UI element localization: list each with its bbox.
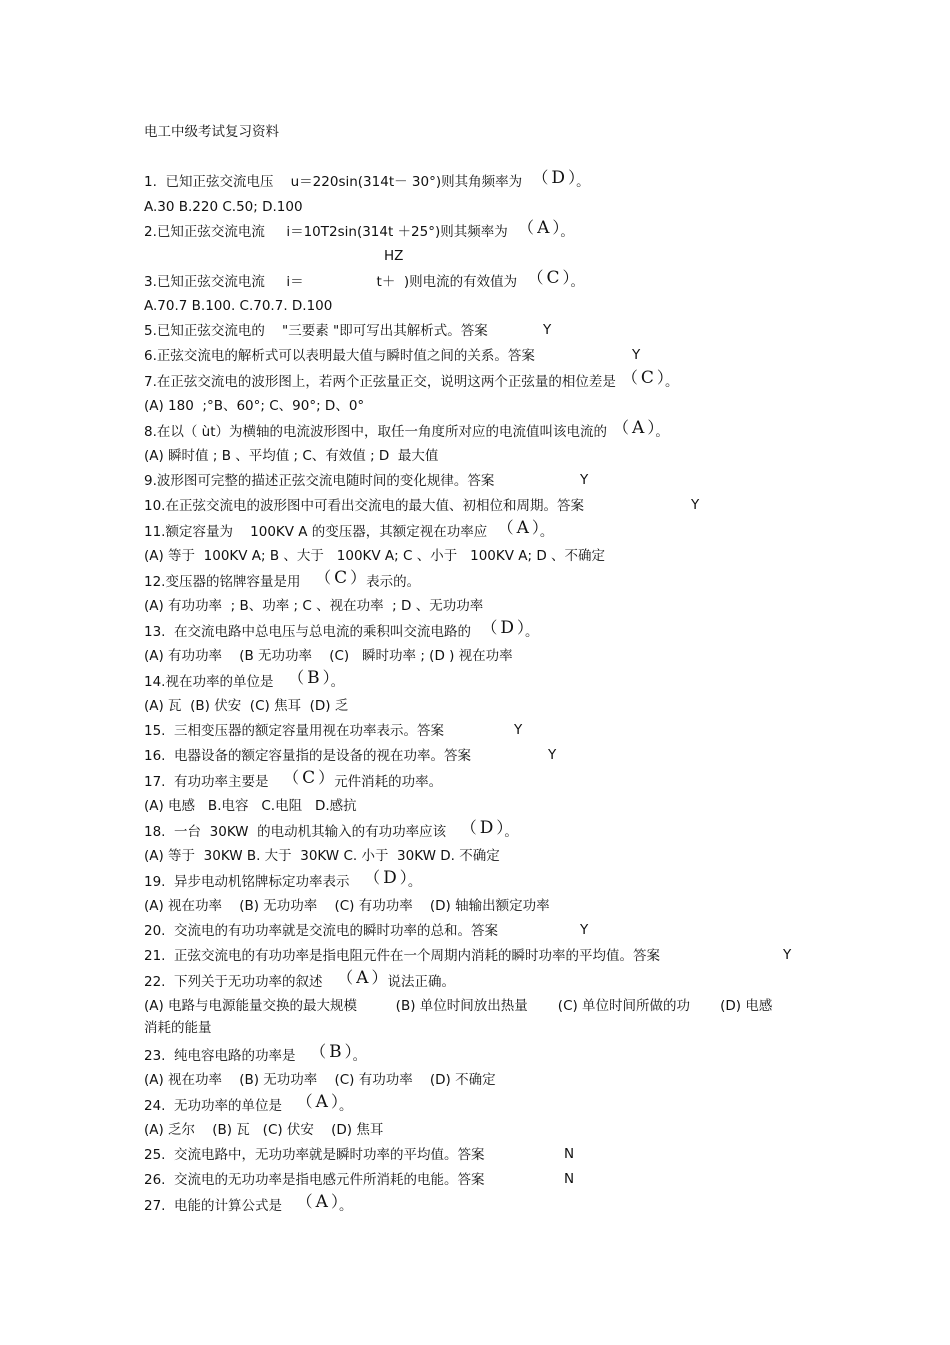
open-paren: （ [296,1194,313,1211]
line-suffix: 说法正确。 [387,974,455,990]
close-paren: ） [552,220,561,237]
close-paren: ） [371,970,388,987]
question-line [144,722,444,740]
question-line [144,497,584,515]
line-text: 12.变压器的铭牌容量是用 [144,574,310,590]
line-text: 14.视在功率的单位是 [144,674,283,690]
answer-letter: A [632,418,645,438]
question-line [144,1171,485,1189]
question-line [144,1146,485,1164]
line-text: (A) 有功功率 ; B、功率 ; C 、视在功率 ; D 、无功功率 [144,598,484,614]
close-paren: ） [562,270,571,287]
line-text: 23. 纯电容电路的功率是 [144,1048,305,1064]
line-text: 11.额定容量为 100KV A 的变压器，其额定视在功率应 [144,524,492,540]
line-text: 22. 下列关于无功功率的叙述 [144,974,332,990]
true-false-answer: Y [691,497,700,513]
line-text: 10.在正弦交流电的波形图中可看出交流电的最大值、初相位和周期。答案 [144,498,584,514]
question-line [144,618,539,641]
line-text: (A) 电路与电源能量交换的最大规模 (B) 单位时间放出热量 (C) 单位时间所做的功 (D) 电感 [144,998,773,1014]
line-suffix: 。 [407,874,422,890]
question-line [144,297,332,315]
true-false-answer: Y [632,347,641,363]
question-line [144,397,364,415]
line-suffix: 元件消耗的功率。 [334,774,443,790]
question-line [144,897,550,915]
answer-bracket [532,168,577,190]
question-line [144,922,498,940]
line-text: 13. 在交流电路中总电压与总电流的乘积叫交流电路的 [144,624,476,640]
answer-bracket [337,968,388,990]
question-line [144,818,518,841]
line-text: (A) 视在功率 (B) 无功功率 (C) 有功功率 (D) 不确定 [144,1072,496,1088]
answer-bracket [518,218,561,240]
answer-letter: C [334,568,348,588]
line-text: 20. 交流电的有功功率就是交流电的瞬时功率的总和。答案 [144,923,499,939]
question-line [144,668,345,691]
question-line [144,1121,383,1139]
question-line [144,1192,353,1215]
question-line [144,797,357,815]
line-suffix: 。 [352,1048,367,1064]
answer-bracket [364,868,408,890]
line-suffix: 。 [504,824,518,840]
document-title: 电工中级考试复习资料 [144,124,279,140]
question-line [144,1019,212,1037]
line-suffix: 。 [338,1198,353,1214]
line-text: 5.已知正弦交流电的 "三要素 "即可写出其解析式。答案 [144,323,488,339]
question-line [144,168,590,191]
question-line [144,347,535,365]
answer-letter: A [315,1192,328,1212]
answer-letter: A [516,518,529,538]
close-paren: ） [517,620,526,637]
open-paren: （ [527,270,544,287]
question-line [144,1092,353,1115]
open-paren: （ [364,870,381,887]
line-text: 8.在以（ ùt）为横轴的电流波形图中，取任一角度所对应的电流值叫该电流的 [144,424,608,440]
answer-letter: D [383,868,397,888]
close-paren: ） [318,770,335,787]
open-paren: （ [283,770,300,787]
answer-bracket [613,418,656,440]
question-line [144,768,443,791]
answer-letter: C [640,368,654,388]
question-line [144,868,422,891]
line-suffix: 。 [664,374,679,390]
answer-letter: A [315,1092,328,1112]
question-line [144,568,421,591]
answer-bracket [460,818,505,840]
open-paren: （ [532,170,549,187]
line-suffix: 。 [576,174,590,190]
line-text: (A) 乏尔 (B) 瓦 (C) 伏安 (D) 焦耳 [144,1122,384,1138]
answer-bracket [283,768,335,790]
line-suffix: 。 [655,424,669,440]
close-paren: ） [344,1044,353,1061]
answer-bracket [621,368,665,390]
close-paren: ） [322,670,331,687]
answer-letter: B [307,668,320,688]
answer-bracket [497,518,540,540]
true-false-answer: Y [514,722,523,738]
true-false-answer: Y [783,947,792,963]
question-line [144,198,303,216]
question-line [144,218,574,241]
open-paren: （ [613,420,630,437]
open-paren: （ [337,970,354,987]
true-false-answer: Y [580,922,589,938]
line-text: (A) 电感 B.电容 C.电阻 D.感抗 [144,798,357,814]
answer-bracket [296,1192,339,1214]
line-suffix: 。 [560,224,574,240]
line-text: A.70.7 B.100. C.70.7. D.100 [144,298,333,314]
line-text: (A) 等于 30KW B. 大于 30KW C. 小于 30KW D. 不确定 [144,848,500,864]
line-text: 15. 三相变压器的额定容量用视在功率表示。答案 [144,723,445,739]
line-suffix: 表示的。 [366,574,421,590]
answer-bracket [310,1042,353,1064]
close-paren: ） [399,870,408,887]
close-paren: ） [330,1194,339,1211]
line-text: 1. 已知正弦交流电压 u＝220sin(314t－ 30°)则其角频率为 [144,174,527,190]
question-line [144,447,438,465]
answer-letter: A [356,968,369,988]
question-line [384,247,403,265]
answer-letter: D [479,818,494,838]
answer-letter: B [329,1042,342,1062]
line-text: 24. 无功功率的单位是 [144,1098,291,1114]
answer-bracket [296,1092,339,1114]
answer-letter: C [546,268,560,288]
question-line [144,997,772,1015]
true-false-answer: Y [543,322,552,338]
line-suffix: 。 [330,674,345,690]
question-line [144,368,679,391]
line-text: 18. 一台 30KW 的电动机其输入的有功功率应该 [144,824,455,840]
line-text: 19. 异步电动机铭牌标定功率表示 [144,874,359,890]
open-paren: （ [481,620,498,637]
answer-bracket [315,568,367,590]
question-line [144,647,513,665]
question-line [144,518,554,541]
open-paren: （ [310,1044,327,1061]
close-paren: ） [656,370,665,387]
true-false-answer: N [564,1171,575,1187]
question-line [144,1042,367,1065]
question-line [144,268,585,291]
line-text: (A) 视在功率 (B) 无功功率 (C) 有功功率 (D) 轴输出额定功率 [144,898,550,914]
line-suffix: 。 [539,524,554,540]
open-paren: （ [288,670,305,687]
line-text: 9.波形图可完整的描述正弦交流电随时间的变化规律。答案 [144,473,495,489]
line-text: 26. 交流电的无功功率是指电感元件所消耗的电能。答案 [144,1172,485,1188]
line-text: 2.已知正弦交流电流 i＝10T2sin(314t ＋25°)则其频率为 [144,224,513,240]
open-paren: （ [621,370,638,387]
line-text: (A) 瓦 (B) 伏安 (C) 焦耳 (D) 乏 [144,698,349,714]
open-paren: （ [315,570,332,587]
line-text: 27. 电能的计算公式是 [144,1198,291,1214]
question-line [144,747,471,765]
line-text: A.30 B.220 C.50; D.100 [144,199,303,215]
line-text: 25. 交流电路中，无功功率就是瞬时功率的平均值。答案 [144,1147,485,1163]
true-false-answer: Y [548,747,557,763]
line-suffix: 。 [570,274,585,290]
line-suffix: 。 [525,624,539,640]
line-text: (A) 180 ;°B、60°; C、90°; D、0° [144,398,365,414]
close-paren: ） [350,570,367,587]
question-line [144,322,488,340]
line-text: 消耗的能量 [144,1020,212,1036]
open-paren: （ [460,820,477,837]
close-paren: ） [531,520,540,537]
question-line [144,947,660,965]
close-paren: ） [330,1094,339,1111]
line-suffix: 。 [338,1098,353,1114]
open-paren: （ [518,220,535,237]
line-text: HZ [384,248,404,264]
true-false-answer: Y [580,472,589,488]
question-line [144,472,494,490]
line-text: 21. 正弦交流电的有功功率是指电阻元件在一个周期内消耗的瞬时功率的平均值。答案 [144,948,661,964]
question-line [144,1071,496,1089]
question-line [144,968,455,991]
question-line [144,847,500,865]
true-false-answer: N [564,1146,575,1162]
question-line [144,547,605,565]
answer-bracket [288,668,331,690]
answer-letter: A [537,218,550,238]
open-paren: （ [296,1094,313,1111]
line-text: 6.正弦交流电的解析式可以表明最大值与瞬时值之间的关系。答案 [144,348,535,364]
close-paren: ） [647,420,656,437]
answer-letter: C [302,768,316,788]
line-text: (A) 有功功率 (B 无功功率 (C) 瞬时功率 ; (D ) 视在功率 [144,648,513,664]
answer-letter: D [500,618,514,638]
answer-letter: D [551,168,566,188]
question-line [144,597,483,615]
close-paren: ） [568,170,577,187]
close-paren: ） [496,820,505,837]
line-text: (A) 等于 100KV A; B 、大于 100KV A; C 、小于 100KV A; D 、不确定 [144,548,606,564]
answer-bracket [527,268,571,290]
line-text: 16. 电器设备的额定容量指的是设备的视在功率。答案 [144,748,472,764]
open-paren: （ [497,520,514,537]
line-text: 3.已知正弦交流电流 i＝ t＋ )则电流的有效值为 [144,274,522,290]
question-line [144,418,669,441]
line-text: (A) 瞬时值 ; B 、平均值 ; C、有效值 ; D 最大值 [144,448,439,464]
answer-bracket [481,618,526,640]
question-line [144,697,348,715]
line-text: 17. 有功功率主要是 [144,774,278,790]
line-text: 7.在正弦交流电的波形图上，若两个正弦量正交，说明这两个正弦量的相位差是 [144,374,616,390]
